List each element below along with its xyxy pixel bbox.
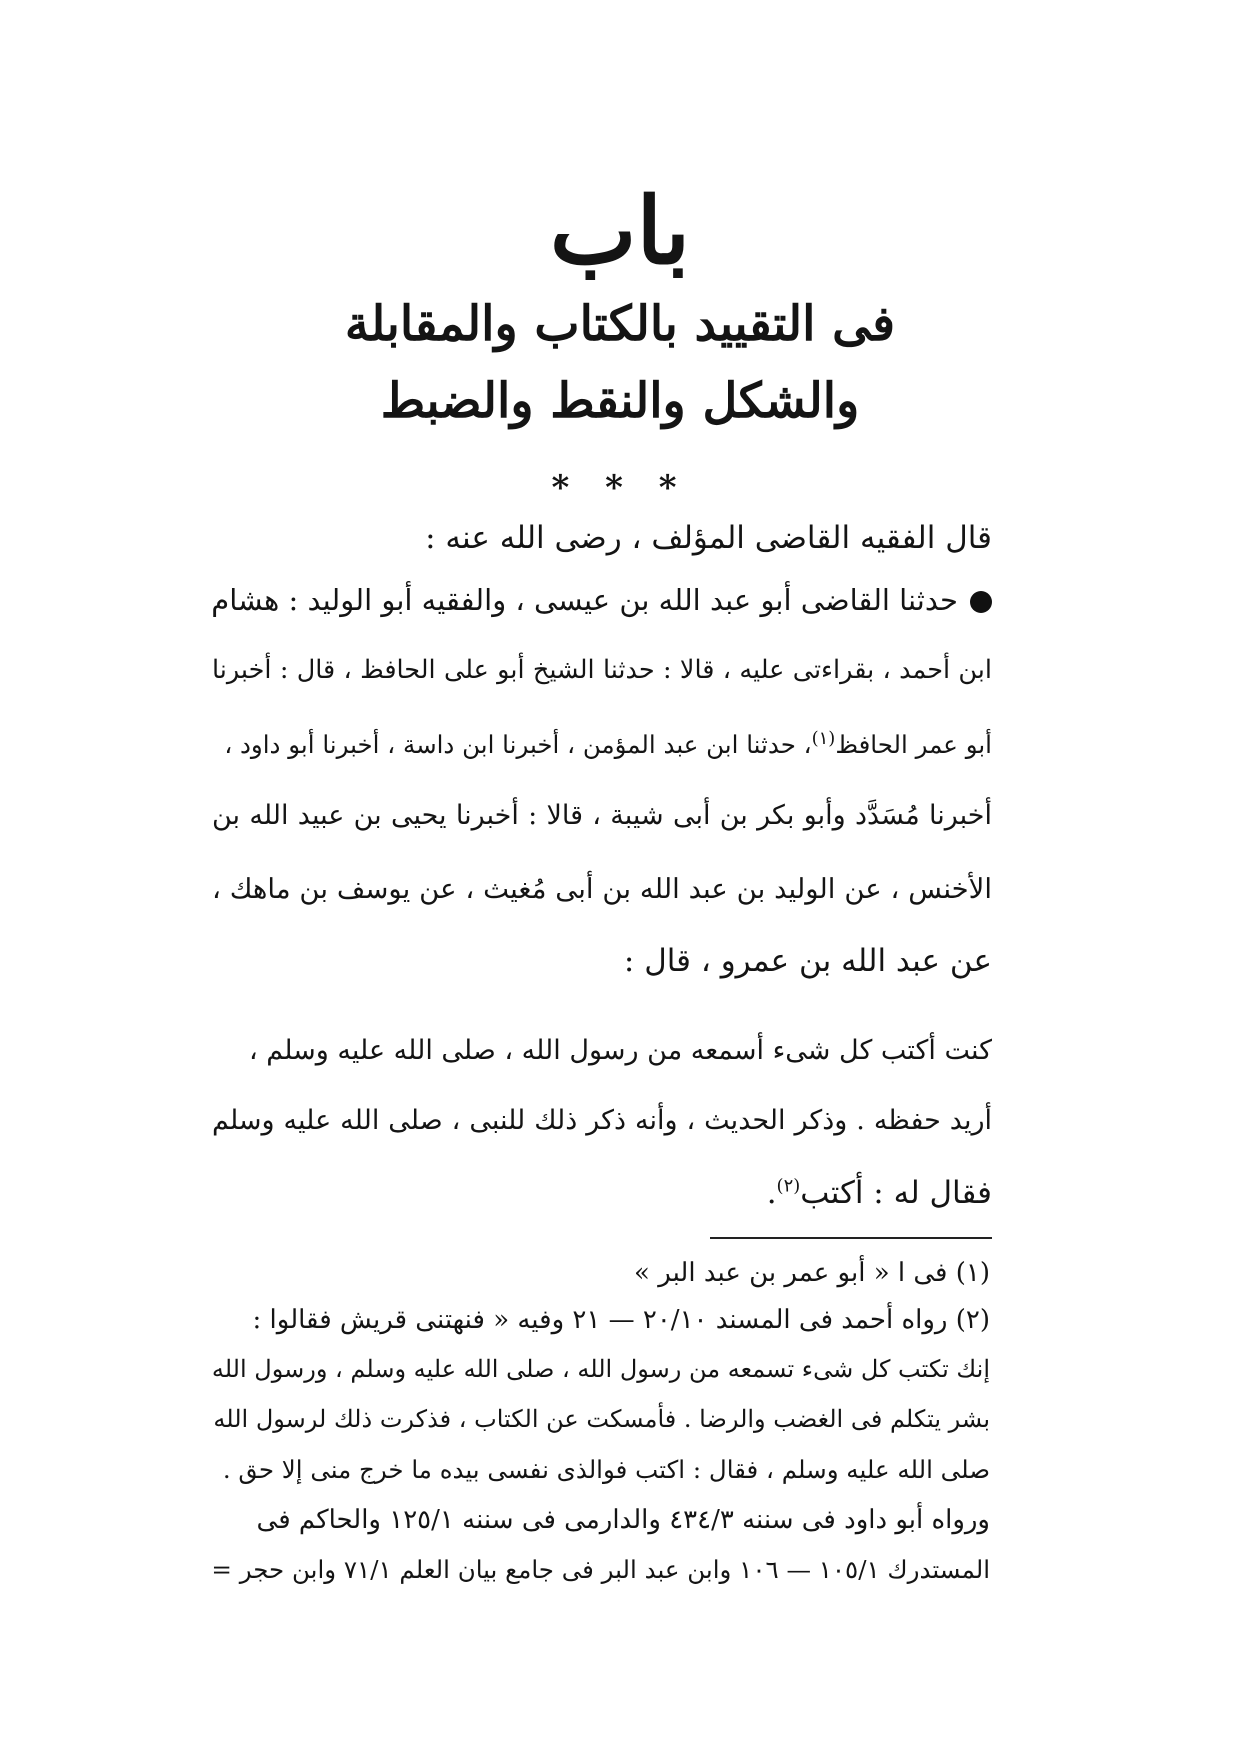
bullet-icon [970,591,992,613]
isnad-line-2: ابن أحمد ، بقراءتى عليه ، قالا : حدثنا الشيخ أبو على الحافظ ، قال : أخبرنا [212,655,992,685]
footnote-ref-2: (٢) [776,1175,801,1197]
chapter-title: باب [549,177,691,285]
footnote-ref-1: (١) [811,728,836,749]
footnote-2-line-4: صلى الله عليه وسلم ، فقال : اكتب فوالذى نفسى بيده ما خرج منى إلا حق . [222,1455,990,1484]
footnote-2-line-2: إنك تكتب كل شىء تسمعه من رسول الله ، صلى الله عليه وسلم ، ورسول الله [211,1355,990,1383]
hadith-line-2: أريد حفظه . وذكر الحديث ، وأنه ذكر ذلك للنبى ، صلى الله عليه وسلم [212,1105,992,1136]
hadith-line-3 [212,1175,992,1212]
isnad-line-1 [212,583,992,618]
hadith-line-1: كنت أكتب كل شىء أسمعه من رسول الله ، صلى الله عليه وسلم ، [248,1035,992,1066]
isnad-line-3-text-b: ، حدثنا ابن عبد المؤمن ، أخبرنا ابن داسة ، أخبرنا أبو داود ، [224,730,812,760]
hadith-line-3-text: فقال له : أكتب [800,1175,992,1211]
footnote-2-line-6: المستدرك ١٠٥/١ — ١٠٦ وابن عبد البر فى جامع بيان العلم ٧١/١ وابن حجر = [211,1555,990,1584]
isnad-line-5: الأخنس ، عن الوليد بن عبد الله بن أبى مُغيث ، عن يوسف بن ماهك ، [212,873,992,905]
footnote-2-line-3: بشر يتكلم فى الغضب والرضا . فأمسكت عن الكتاب ، فذكرت ذلك لرسول الله [213,1405,990,1433]
isnad-line-1-text: حدثنا القاضى أبو عبد الله بن عيسى ، والفقيه أبو الوليد : هشام [211,583,958,617]
isnad-line-3 [212,728,992,760]
footnote-2-line-1: (٢) رواه أحمد فى المسند ٢٠/١٠ — ٢١ وفيه « فنهتنى قريش فقالوا : [252,1305,990,1335]
intro-line: قال الفقيه القاضى المؤلف ، رضى الله عنه : [425,520,992,556]
footnote-2-line-5: ورواه أبو داود فى سننه ٤٣٤/٣ والدارمى فى سننه ١٢٥/١ والحاكم فى [256,1505,990,1535]
chapter-subtitle-line-2: والشكل والنقط والضبط [380,373,860,429]
hadith-line-3-end: . [766,1175,777,1211]
isnad-line-6: عن عبد الله بن عمرو ، قال : [623,943,992,979]
isnad-line-3-text-a: أبو عمر الحافظ [835,730,992,760]
chapter-subtitle-line-1: فى التقييد بالكتاب والمقابلة [344,296,896,352]
footnote-1: (١) فى ا « أبو عمر بن عبد البر » [634,1258,990,1288]
footnote-separator [710,1237,992,1239]
isnad-line-4: أخبرنا مُسَدَّد وأبو بكر بن أبى شيبة ، قالا : أخبرنا يحيى بن عبيد الله بن [212,800,992,831]
asterism-ornament: * * * [551,468,689,508]
